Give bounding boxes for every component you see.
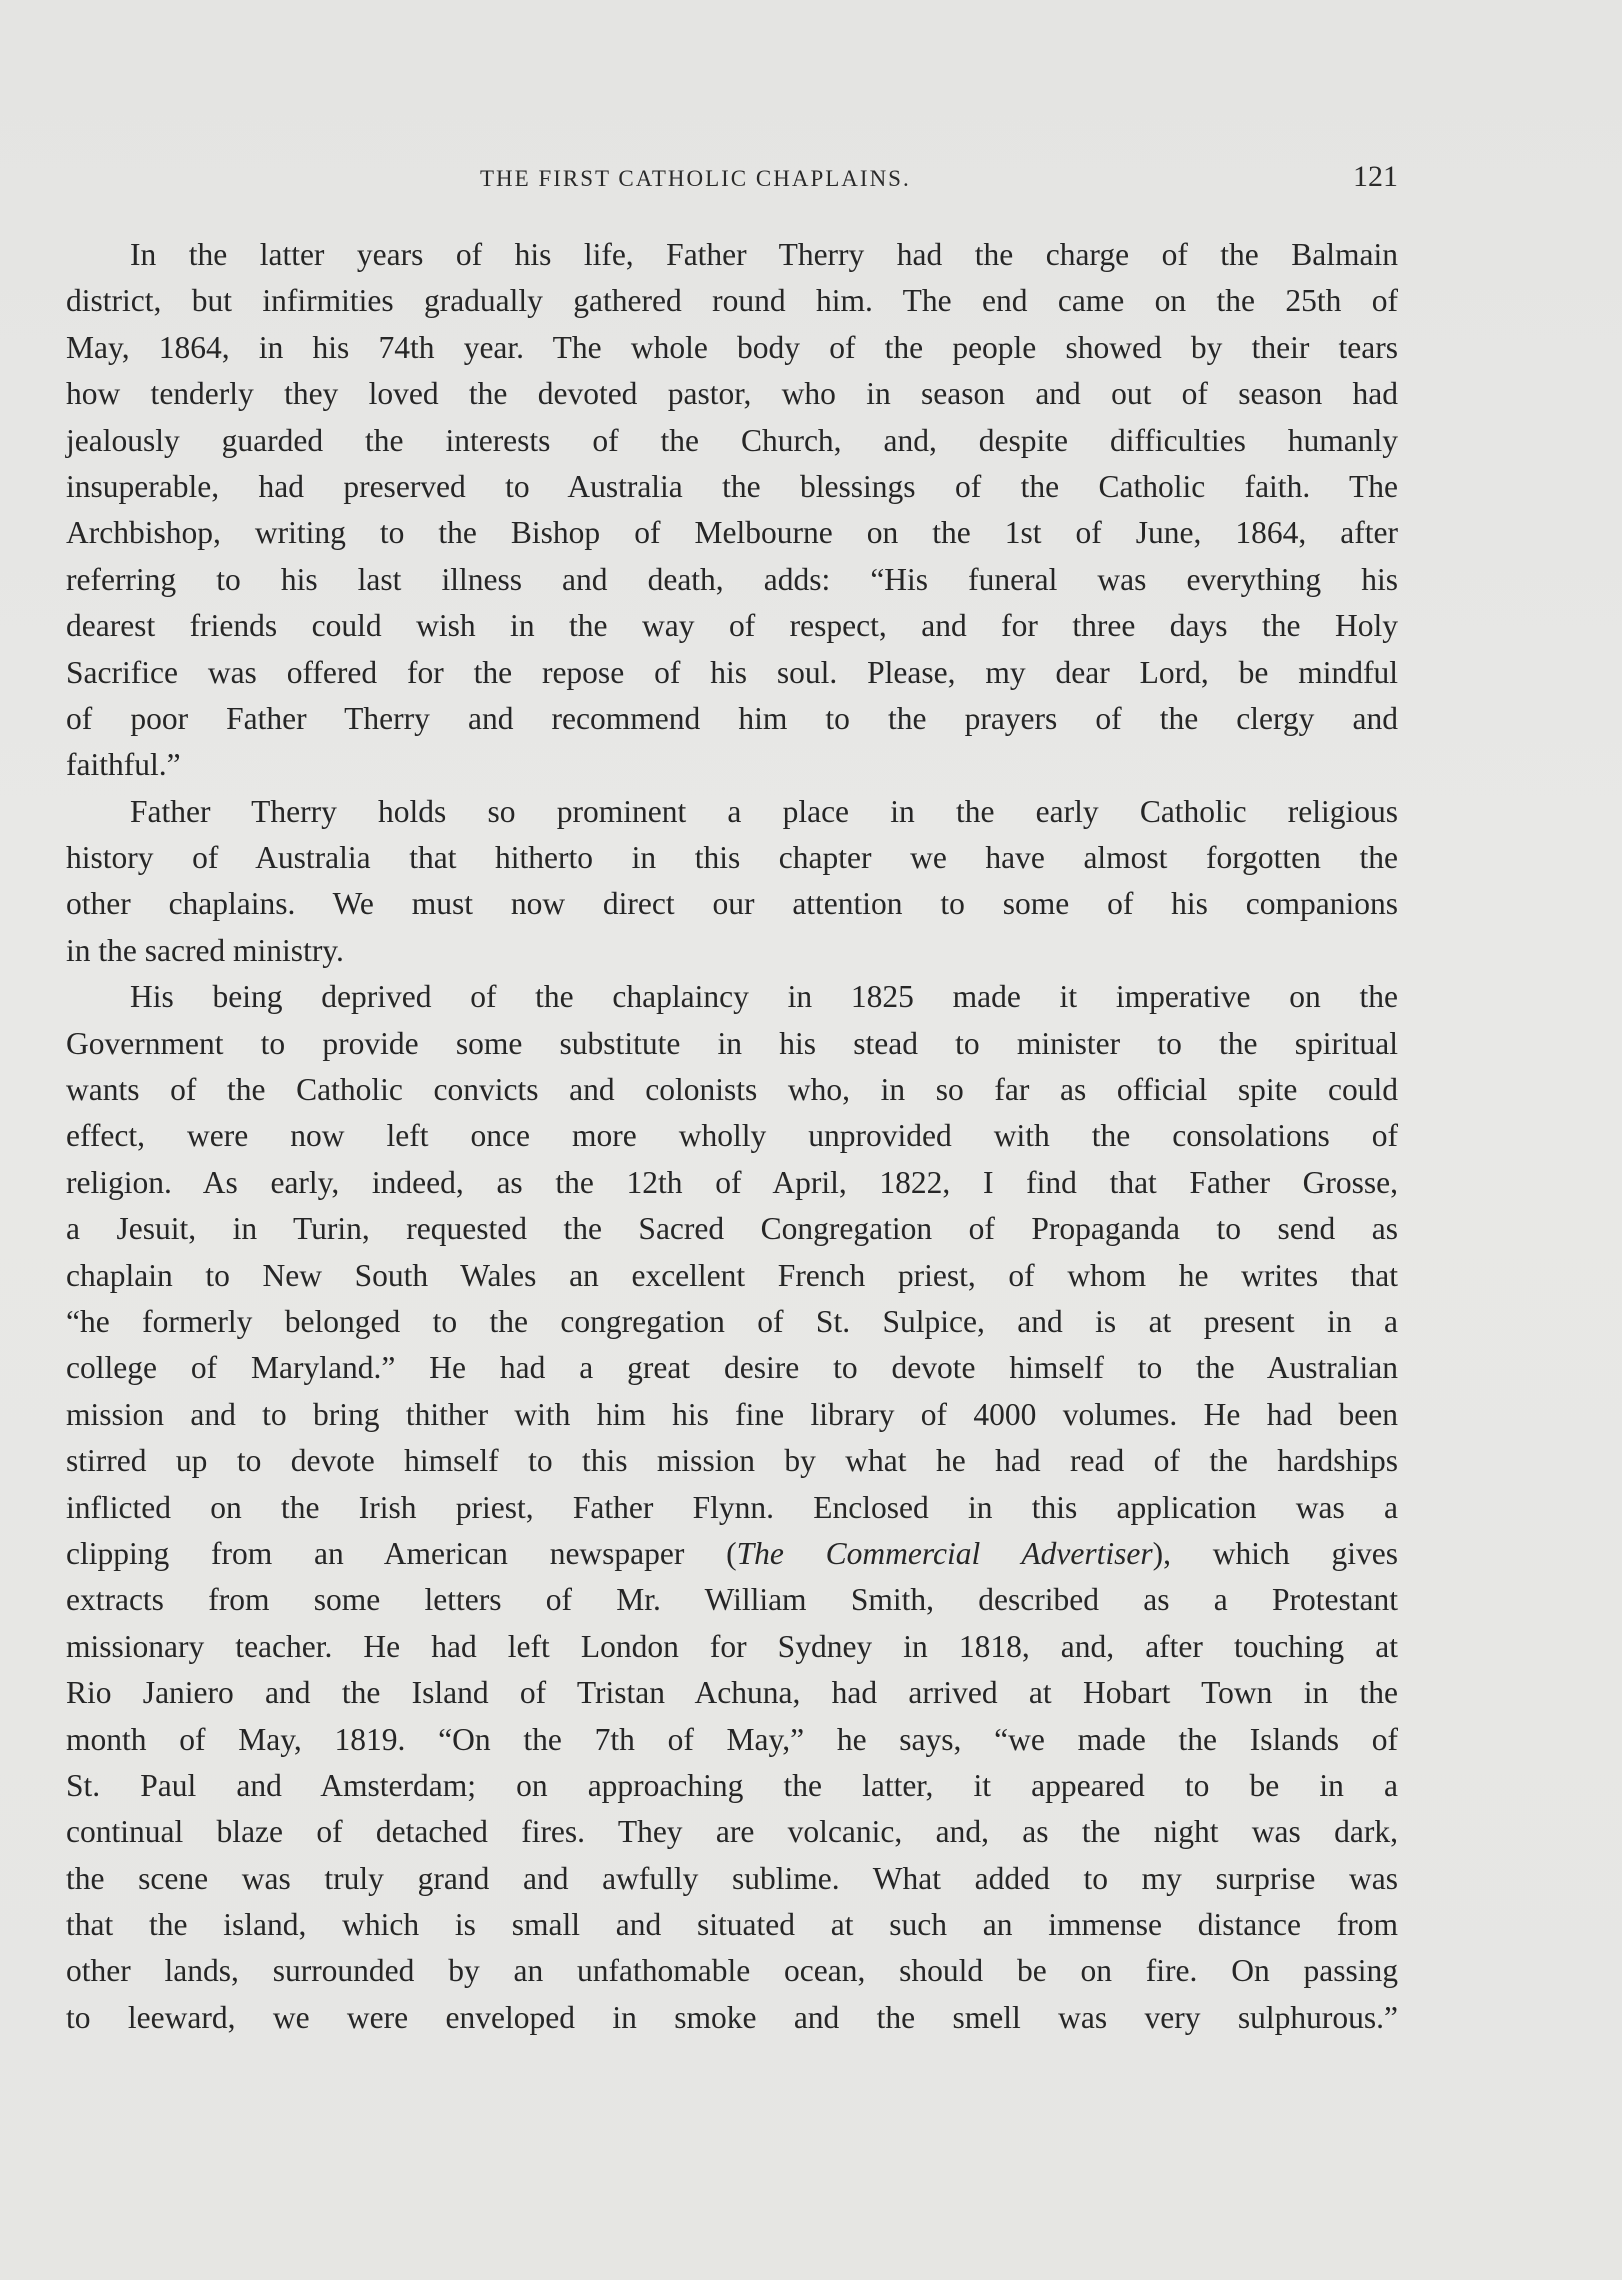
text-line: history of Australia that hitherto in this chapter we have almost forgotten the [66, 840, 1398, 876]
text-line: Government to provide some substitute in his stead to minister to the spiritual [66, 1025, 1398, 1061]
text-line: effect, were now left once more wholly unprovided with the consolations of [66, 1118, 1398, 1154]
text-line: “he formerly belonged to the congregation of St. Sulpice, and is at present in a [66, 1303, 1398, 1339]
text-line: May, 1864, in his 74th year. The whole body of the people showed by their tears [66, 329, 1398, 365]
running-head: THE FIRST CATHOLIC CHAPLAINS. [480, 166, 911, 191]
text-line: other chaplains. We must now direct our attention to some of his companions [66, 886, 1398, 922]
text-line: referring to his last illness and death, adds: “His funeral was everything his [66, 561, 1398, 597]
text-line: wants of the Catholic convicts and colonists who, in so far as official spite could [66, 1072, 1398, 1108]
text-line: to leeward, we were enveloped in smoke and the smell was very sulphurous.” [66, 1999, 1398, 2035]
body-text [66, 232, 1398, 2041]
text-segment: clipping from an American newspaper ( [66, 1535, 737, 1571]
text-line: stirred up to devote himself to this mission by what he had read of the hardships [66, 1443, 1398, 1479]
text-line: continual blaze of detached fires. They are volcanic, and, as the night was dark, [66, 1814, 1398, 1850]
text-line: St. Paul and Amsterdam; on approaching the latter, it appeared to be in a [66, 1767, 1398, 1803]
text-segment: ), which gives [1152, 1535, 1398, 1571]
text-line: In the latter years of his life, Father Therry had the charge of the Balmain [130, 237, 1398, 272]
text-line: Sacrifice was offered for the repose of his soul. Please, my dear Lord, be mindful [66, 654, 1398, 690]
text-line: the scene was truly grand and awfully sublime. What added to my surprise was [66, 1860, 1398, 1896]
text-line: how tenderly they loved the devoted pastor, who in season and out of season had [66, 376, 1398, 412]
text-line: extracts from some letters of Mr. William Smith, described as a Protestant [66, 1582, 1398, 1618]
text-line: insuperable, had preserved to Australia the blessings of the Catholic faith. The [66, 468, 1398, 504]
text-line: dearest friends could wish in the way of respect, and for three days the Holy [66, 608, 1398, 644]
newspaper-title: The Commercial Advertiser [736, 1535, 1153, 1571]
text-line: missionary teacher. He had left London for Sydney in 1818, and, after touching at [66, 1628, 1398, 1664]
text-line: religion. As early, indeed, as the 12th of April, 1822, I find that Father Grosse, [66, 1164, 1398, 1200]
text-line-with-italic [66, 1531, 1398, 1577]
text-line: faithful.” [66, 747, 181, 783]
text-line: month of May, 1819. “On the 7th of May,” he says, “we made the Islands of [66, 1721, 1398, 1757]
text-line: His being deprived of the chaplaincy in 1825 made it imperative on the [130, 979, 1398, 1015]
text-line: mission and to bring thither with him his fine library of 4000 volumes. He had been [66, 1396, 1398, 1432]
text-line: of poor Father Therry and recommend him to the prayers of the clergy and [66, 700, 1398, 736]
text-line: chaplain to New South Wales an excellent French priest, of whom he writes that [66, 1257, 1398, 1293]
page-header [480, 160, 1398, 204]
text-line: Father Therry holds so prominent a place in the early Catholic religious [130, 793, 1398, 829]
text-line: jealously guarded the interests of the Church, and, despite difficulties humanly [66, 422, 1398, 458]
text-line: college of Maryland.” He had a great desire to devote himself to the Australian [66, 1350, 1398, 1386]
text-line: that the island, which is small and situated at such an immense distance from [66, 1907, 1398, 1943]
page-number: 121 [1353, 160, 1398, 193]
text-line: Archbishop, writing to the Bishop of Melbourne on the 1st of June, 1864, after [66, 515, 1398, 551]
text-line: inflicted on the Irish priest, Father Flynn. Enclosed in this application was a [66, 1489, 1398, 1525]
text-line: a Jesuit, in Turin, requested the Sacred Congregation of Propaganda to send as [66, 1211, 1398, 1247]
text-line: in the sacred ministry. [66, 932, 344, 968]
text-line: district, but infirmities gradually gathered round him. The end came on the 25th of [66, 283, 1398, 319]
text-line: Rio Janiero and the Island of Tristan Achuna, had arrived at Hobart Town in the [66, 1675, 1398, 1711]
text-line: other lands, surrounded by an unfathomable ocean, should be on fire. On passing [66, 1953, 1398, 1989]
